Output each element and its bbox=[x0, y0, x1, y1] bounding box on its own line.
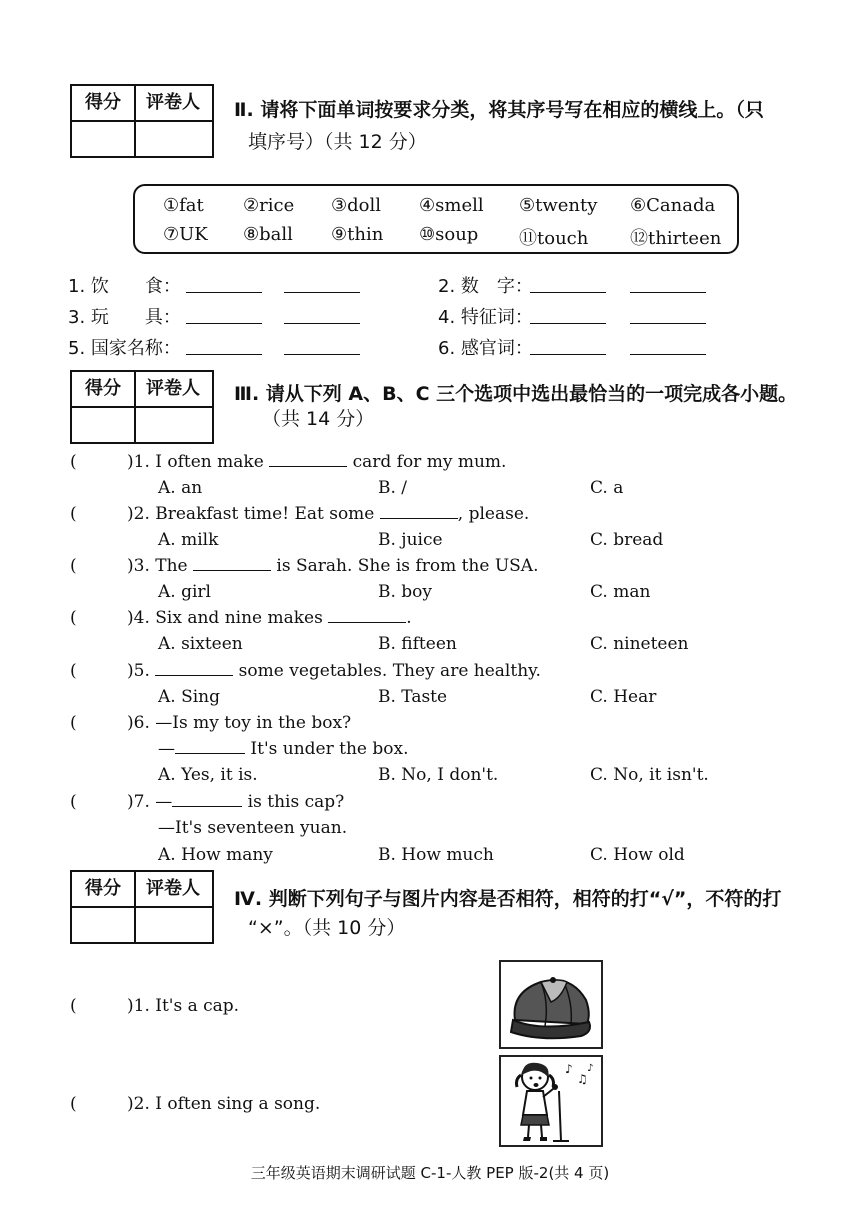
answer-blank[interactable] bbox=[630, 323, 706, 324]
score-box-3 bbox=[70, 370, 214, 444]
category-label: 1. 饮 食： bbox=[68, 276, 181, 297]
answer-paren[interactable]: ( bbox=[70, 452, 77, 472]
answer-blank[interactable] bbox=[284, 354, 360, 355]
category-label: 2. 数 字： bbox=[438, 276, 533, 297]
grader-label: 评卷人 bbox=[146, 378, 200, 399]
word-item: ⑦UK bbox=[163, 224, 208, 245]
option-a: A. milk bbox=[158, 530, 219, 550]
word-item: ⑧ball bbox=[243, 224, 293, 245]
option-c: C. man bbox=[590, 582, 651, 602]
score-box-2 bbox=[70, 84, 214, 158]
svg-text:♫: ♫ bbox=[577, 1072, 588, 1086]
judge-item-1: )1. It's a cap. bbox=[127, 996, 240, 1016]
girl-singing-picture bbox=[499, 1055, 603, 1147]
option-a: A. sixteen bbox=[158, 634, 243, 654]
section4-title-cont: “×”。（共 10 分） bbox=[248, 917, 406, 939]
section4-title: Ⅳ. 判断下列句子与图片内容是否相符，相符的打“√”，不符的打 bbox=[234, 888, 782, 910]
question-5: )5. some vegetables. They are healthy. bbox=[127, 661, 541, 681]
option-b: B. fifteen bbox=[378, 634, 457, 654]
answer-paren[interactable]: ( bbox=[70, 661, 77, 681]
score-label: 得分 bbox=[85, 378, 121, 399]
answer-blank[interactable] bbox=[630, 354, 706, 355]
answer-blank[interactable] bbox=[284, 323, 360, 324]
question-6: )6. —Is my toy in the box? bbox=[127, 713, 352, 733]
option-b: B. No, I don't. bbox=[378, 765, 499, 785]
option-a: A. girl bbox=[158, 582, 211, 602]
option-a: A. Sing bbox=[158, 687, 220, 707]
section2-title: Ⅱ. 请将下面单词按要求分类，将其序号写在相应的横线上。（只 bbox=[234, 99, 764, 121]
option-c: C. Hear bbox=[590, 687, 657, 707]
judge-item-2: )2. I often sing a song. bbox=[127, 1094, 321, 1114]
question-2: )2. Breakfast time! Eat some , please. bbox=[127, 504, 530, 524]
answer-paren[interactable]: ( bbox=[70, 713, 77, 733]
word-item: ⑩soup bbox=[419, 224, 479, 245]
question-4: )4. Six and nine makes . bbox=[127, 608, 412, 628]
word-item: ⑫thirteen bbox=[630, 228, 722, 249]
category-label: 6. 感官词： bbox=[438, 338, 533, 359]
answer-blank[interactable] bbox=[186, 354, 262, 355]
option-c: C. bread bbox=[590, 530, 664, 550]
word-item: ④smell bbox=[419, 195, 484, 216]
word-item: ②rice bbox=[243, 195, 295, 216]
answer-paren[interactable]: ( bbox=[70, 1094, 77, 1114]
word-item: ①fat bbox=[163, 195, 204, 216]
answer-paren[interactable]: ( bbox=[70, 504, 77, 524]
grader-label: 评卷人 bbox=[146, 92, 200, 113]
option-a: A. How many bbox=[158, 845, 273, 865]
word-item: ⑥Canada bbox=[630, 195, 716, 216]
option-a: A. an bbox=[158, 478, 203, 498]
option-c: C. No, it isn't. bbox=[590, 765, 709, 785]
category-label: 3. 玩 具： bbox=[68, 307, 181, 328]
score-label: 得分 bbox=[85, 878, 121, 899]
answer-blank[interactable] bbox=[186, 292, 262, 293]
option-b: B. / bbox=[378, 478, 408, 498]
option-c: C. a bbox=[590, 478, 624, 498]
category-label: 4. 特征词： bbox=[438, 307, 533, 328]
section2-title-cont: 填序号）（共 12 分） bbox=[248, 131, 427, 153]
answer-paren[interactable]: ( bbox=[70, 996, 77, 1016]
svg-text:♪: ♪ bbox=[565, 1062, 573, 1076]
score-box-4 bbox=[70, 870, 214, 944]
word-item: ⑨thin bbox=[331, 224, 384, 245]
word-item: ③doll bbox=[331, 195, 382, 216]
option-a: A. Yes, it is. bbox=[158, 765, 258, 785]
option-b: B. How much bbox=[378, 845, 494, 865]
answer-paren[interactable]: ( bbox=[70, 608, 77, 628]
category-label: 5. 国家名称： bbox=[68, 338, 181, 359]
option-b: B. boy bbox=[378, 582, 433, 602]
question-1: )1. I often make card for my mum. bbox=[127, 452, 507, 472]
svg-text:♪: ♪ bbox=[587, 1063, 594, 1074]
question-7: )7. — is this cap? bbox=[127, 792, 345, 812]
answer-paren[interactable]: ( bbox=[70, 556, 77, 576]
answer-blank[interactable] bbox=[530, 354, 606, 355]
word-bank bbox=[133, 184, 739, 254]
answer-blank[interactable] bbox=[530, 292, 606, 293]
word-item: ⑤twenty bbox=[519, 195, 598, 216]
option-c: C. nineteen bbox=[590, 634, 689, 654]
score-label: 得分 bbox=[85, 92, 121, 113]
question-7-line2: —It's seventeen yuan. bbox=[158, 818, 348, 838]
word-item: ⑪touch bbox=[519, 228, 589, 249]
grader-label: 评卷人 bbox=[146, 878, 200, 899]
option-b: B. Taste bbox=[378, 687, 448, 707]
answer-blank[interactable] bbox=[284, 292, 360, 293]
question-3: )3. The is Sarah. She is from the USA. bbox=[127, 556, 539, 576]
question-6-line2: — It's under the box. bbox=[158, 739, 409, 759]
answer-blank[interactable] bbox=[186, 323, 262, 324]
section3-title-cont: （共 14 分） bbox=[262, 408, 375, 430]
section3-title: Ⅲ. 请从下列 A、B、C 三个选项中选出最恰当的一项完成各小题。 bbox=[234, 383, 798, 405]
option-c: C. How old bbox=[590, 845, 685, 865]
cap-picture bbox=[499, 960, 603, 1049]
answer-blank[interactable] bbox=[530, 323, 606, 324]
option-b: B. juice bbox=[378, 530, 443, 550]
answer-blank[interactable] bbox=[630, 292, 706, 293]
answer-paren[interactable]: ( bbox=[70, 792, 77, 812]
page-footer: 三年级英语期末调研试题 C-1-人教 PEP 版-2(共 4 页) bbox=[250, 1164, 610, 1182]
